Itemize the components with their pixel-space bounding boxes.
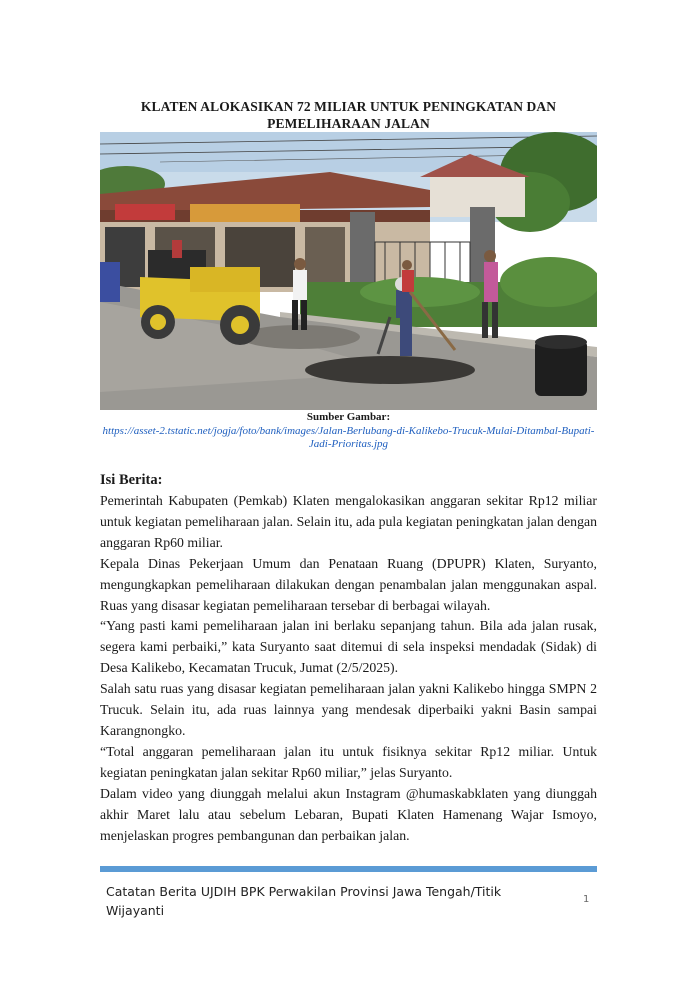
paragraph: Salah satu ruas yang disasar kegiatan pemeliharaan jalan yakni Kalikebo hingga SMPN 2 Trucuk. Selain itu, ada ruas lainnya yang mendesak diperbaiki yakni Basin sampai Karangnongko.: [100, 681, 597, 738]
page-number: 1: [583, 894, 590, 905]
paragraph: Dalam video yang diunggah melalui akun Instagram @humaskabklaten yang diunggah akhir Maret lalu atau sebelum Lebaran, Bupati Klaten Hamenang Wajar Ismoyo, menjelaskan progres pembangunan dan perbaikan jalan.: [100, 785, 597, 843]
paragraph: Pemerintah Kabupaten (Pemkab) Klaten mengalokasikan anggaran sekitar Rp12 miliar untuk kegiatan pemeliharaan jalan. Selain itu, ada pula kegiatan peningkatan jalan dengan anggaran Rp60 miliar.: [100, 493, 597, 550]
paragraph: Kepala Dinas Pekerjaan Umum dan Penataan Ruang (DPUPR) Klaten, Suryanto, mengungkapkan pemeliharaan dilakukan dengan penambalan jalan menggunakan aspal. Ruas yang disasar kegiatan pemeliharaan tersebar di berbagai wilayah.: [100, 555, 597, 613]
image-source-label: Sumber Gambar:: [306, 411, 391, 423]
section-heading: Isi Berita:: [100, 472, 163, 488]
article-title: KLATEN ALOKASIKAN 72 MILIAR UNTUK PENINGKATAN DAN PEMELIHARAAN JALAN: [140, 99, 557, 131]
paragraph: “Yang pasti kami pemeliharaan jalan ini berlaku sepanjang tahun. Bila ada jalan rusak, segera kami perbaiki,” kata Suryanto saat ditemui di sela inspeksi mendadak (Sidak) di Desa Kalikebo, Kecamatan Trucuk, Jumat (2/5/2025).: [100, 618, 597, 676]
footer-divider: [100, 866, 597, 872]
article-photo: [100, 132, 597, 410]
image-caption: [100, 411, 597, 452]
article-body: [100, 491, 597, 846]
image-source-link[interactable]: https://asset-2.tstatic.net/jogja/foto/bank/images/Jalan-Berlubang-di-Kalikebo-Trucuk-Mulai-Ditambal-Bupati-Jadi-Prioritas.jpg: [102, 424, 595, 450]
footer-note: Catatan Berita UJDIH BPK Perwakilan Provinsi Jawa Tengah/Titik Wijayanti: [106, 884, 502, 918]
paragraph: “Total anggaran pemeliharaan jalan itu untuk fisiknya sekitar Rp12 miliar. Untuk kegiatan peningkatan jalan sekitar Rp60 miliar,” jelas Suryanto.: [100, 743, 597, 780]
